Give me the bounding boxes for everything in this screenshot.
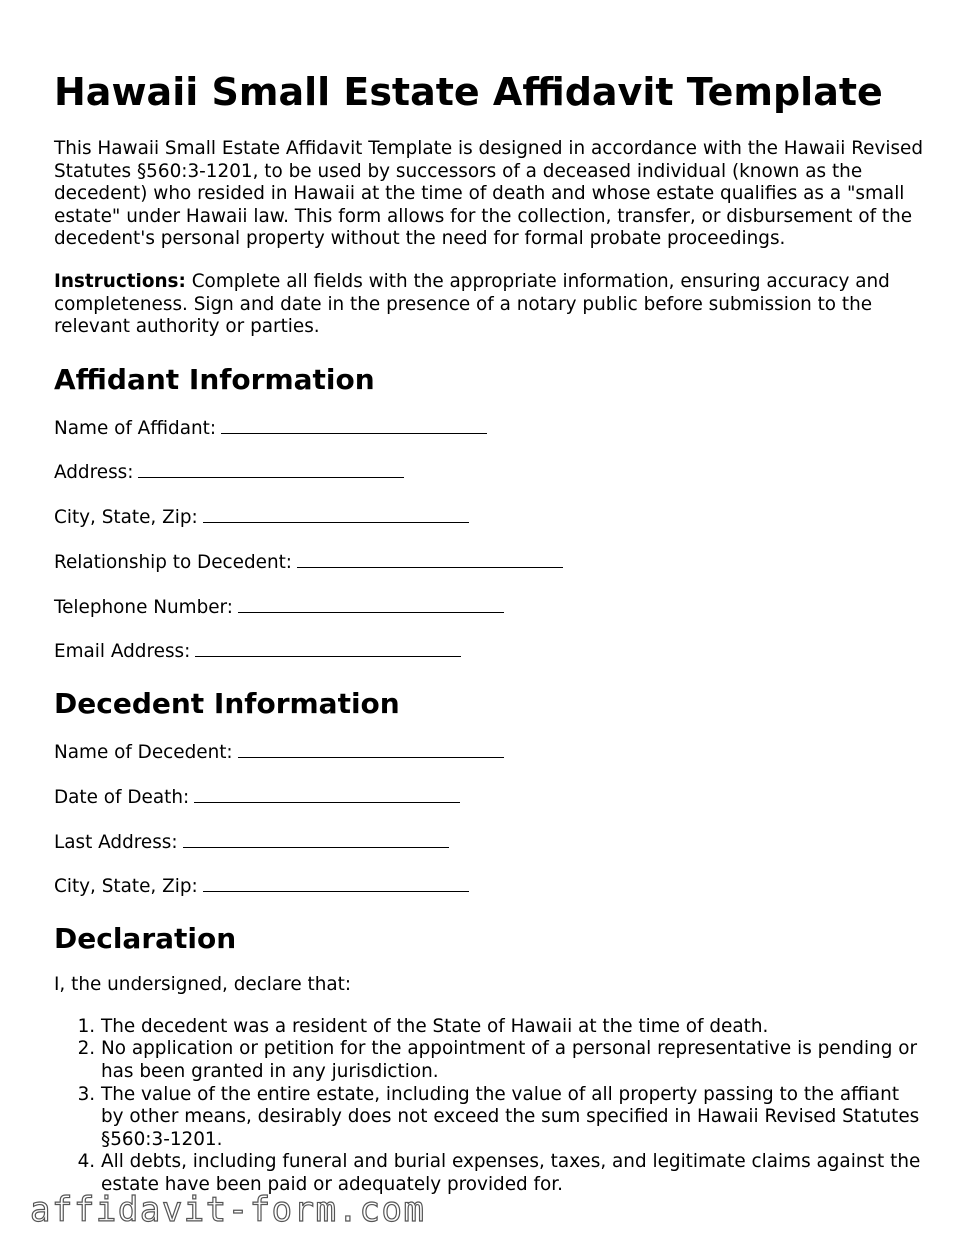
affiant-email-field <box>54 638 924 663</box>
affiant-city-state-zip-field <box>54 504 924 529</box>
page-title: Hawaii Small Estate Affidavit Template <box>54 70 883 114</box>
field-label: Address: <box>54 462 134 484</box>
decedent-last-address-blank[interactable] <box>183 829 449 848</box>
instructions-label: Instructions: <box>54 270 186 292</box>
declaration-list <box>54 1016 924 1197</box>
affiant-city-state-zip-blank[interactable] <box>203 504 469 523</box>
list-item: 3. The value of the entire estate, including the value of all property passing to the affiant by other means, desirably does not exceed the sum specified in Hawaii Revised Statutes §560:3-1201. <box>101 1084 924 1152</box>
field-label: City, State, Zip: <box>54 876 198 898</box>
affiant-section-heading: Affidant Information <box>54 362 375 396</box>
field-label: Name of Decedent: <box>54 742 233 764</box>
site-watermark: affidavit-form.com <box>30 1190 426 1230</box>
affiant-name-blank[interactable] <box>221 415 487 434</box>
affiant-address-field <box>54 459 924 484</box>
decedent-date-of-death-blank[interactable] <box>194 784 460 803</box>
decedent-section-heading: Decedent Information <box>54 687 400 721</box>
declaration-intro: I, the undersigned, declare that: <box>54 974 352 996</box>
affiant-relationship-field <box>54 549 924 574</box>
field-label: Date of Death: <box>54 786 190 808</box>
decedent-date-of-death-field <box>54 784 924 809</box>
declaration-section-heading: Declaration <box>54 922 237 956</box>
decedent-name-blank[interactable] <box>238 739 504 758</box>
field-label: Name of Affidant: <box>54 417 217 439</box>
list-item: 1. The decedent was a resident of the State of Hawaii at the time of death. <box>101 1016 924 1039</box>
field-label: Relationship to Decedent: <box>54 551 293 573</box>
decedent-city-state-zip-field <box>54 873 924 898</box>
field-label: City, State, Zip: <box>54 507 198 529</box>
affiant-relationship-blank[interactable] <box>297 549 563 568</box>
document-page <box>54 66 924 1197</box>
list-item: 4. All debts, including funeral and burial expenses, taxes, and legitimate claims against the estate have been paid or adequately provided for. <box>101 1151 924 1196</box>
affiant-name-field <box>54 415 924 440</box>
decedent-last-address-field <box>54 829 924 854</box>
field-label: Telephone Number: <box>54 596 233 618</box>
affiant-telephone-field <box>54 594 924 619</box>
list-item: 2. No application or petition for the appointment of a personal representative is pending or has been granted in any jurisdiction. <box>101 1038 924 1083</box>
field-label: Email Address: <box>54 641 191 663</box>
affiant-email-blank[interactable] <box>195 638 461 657</box>
affiant-address-blank[interactable] <box>138 459 404 478</box>
intro-paragraph: This Hawaii Small Estate Affidavit Template is designed in accordance with the Hawaii Revised Statutes §560:3-1201, to be used by successors of a deceased individual (known as the decedent) who resided in Hawaii at the time of death and whose estate qualifies as a "small estate" under Hawaii law. This form allows for the collection, transfer, or disbursement of the decedent's personal property without the need for formal probate proceedings. <box>54 138 924 250</box>
instructions-text: Complete all fields with the appropriate information, ensuring accuracy and completeness. Sign and date in the presence of a notary public before submission to the relevant authority or parties. <box>54 270 890 338</box>
decedent-name-field <box>54 739 924 764</box>
instructions-paragraph <box>54 271 924 339</box>
decedent-city-state-zip-blank[interactable] <box>203 873 469 892</box>
field-label: Last Address: <box>54 831 178 853</box>
affiant-telephone-blank[interactable] <box>238 594 504 613</box>
